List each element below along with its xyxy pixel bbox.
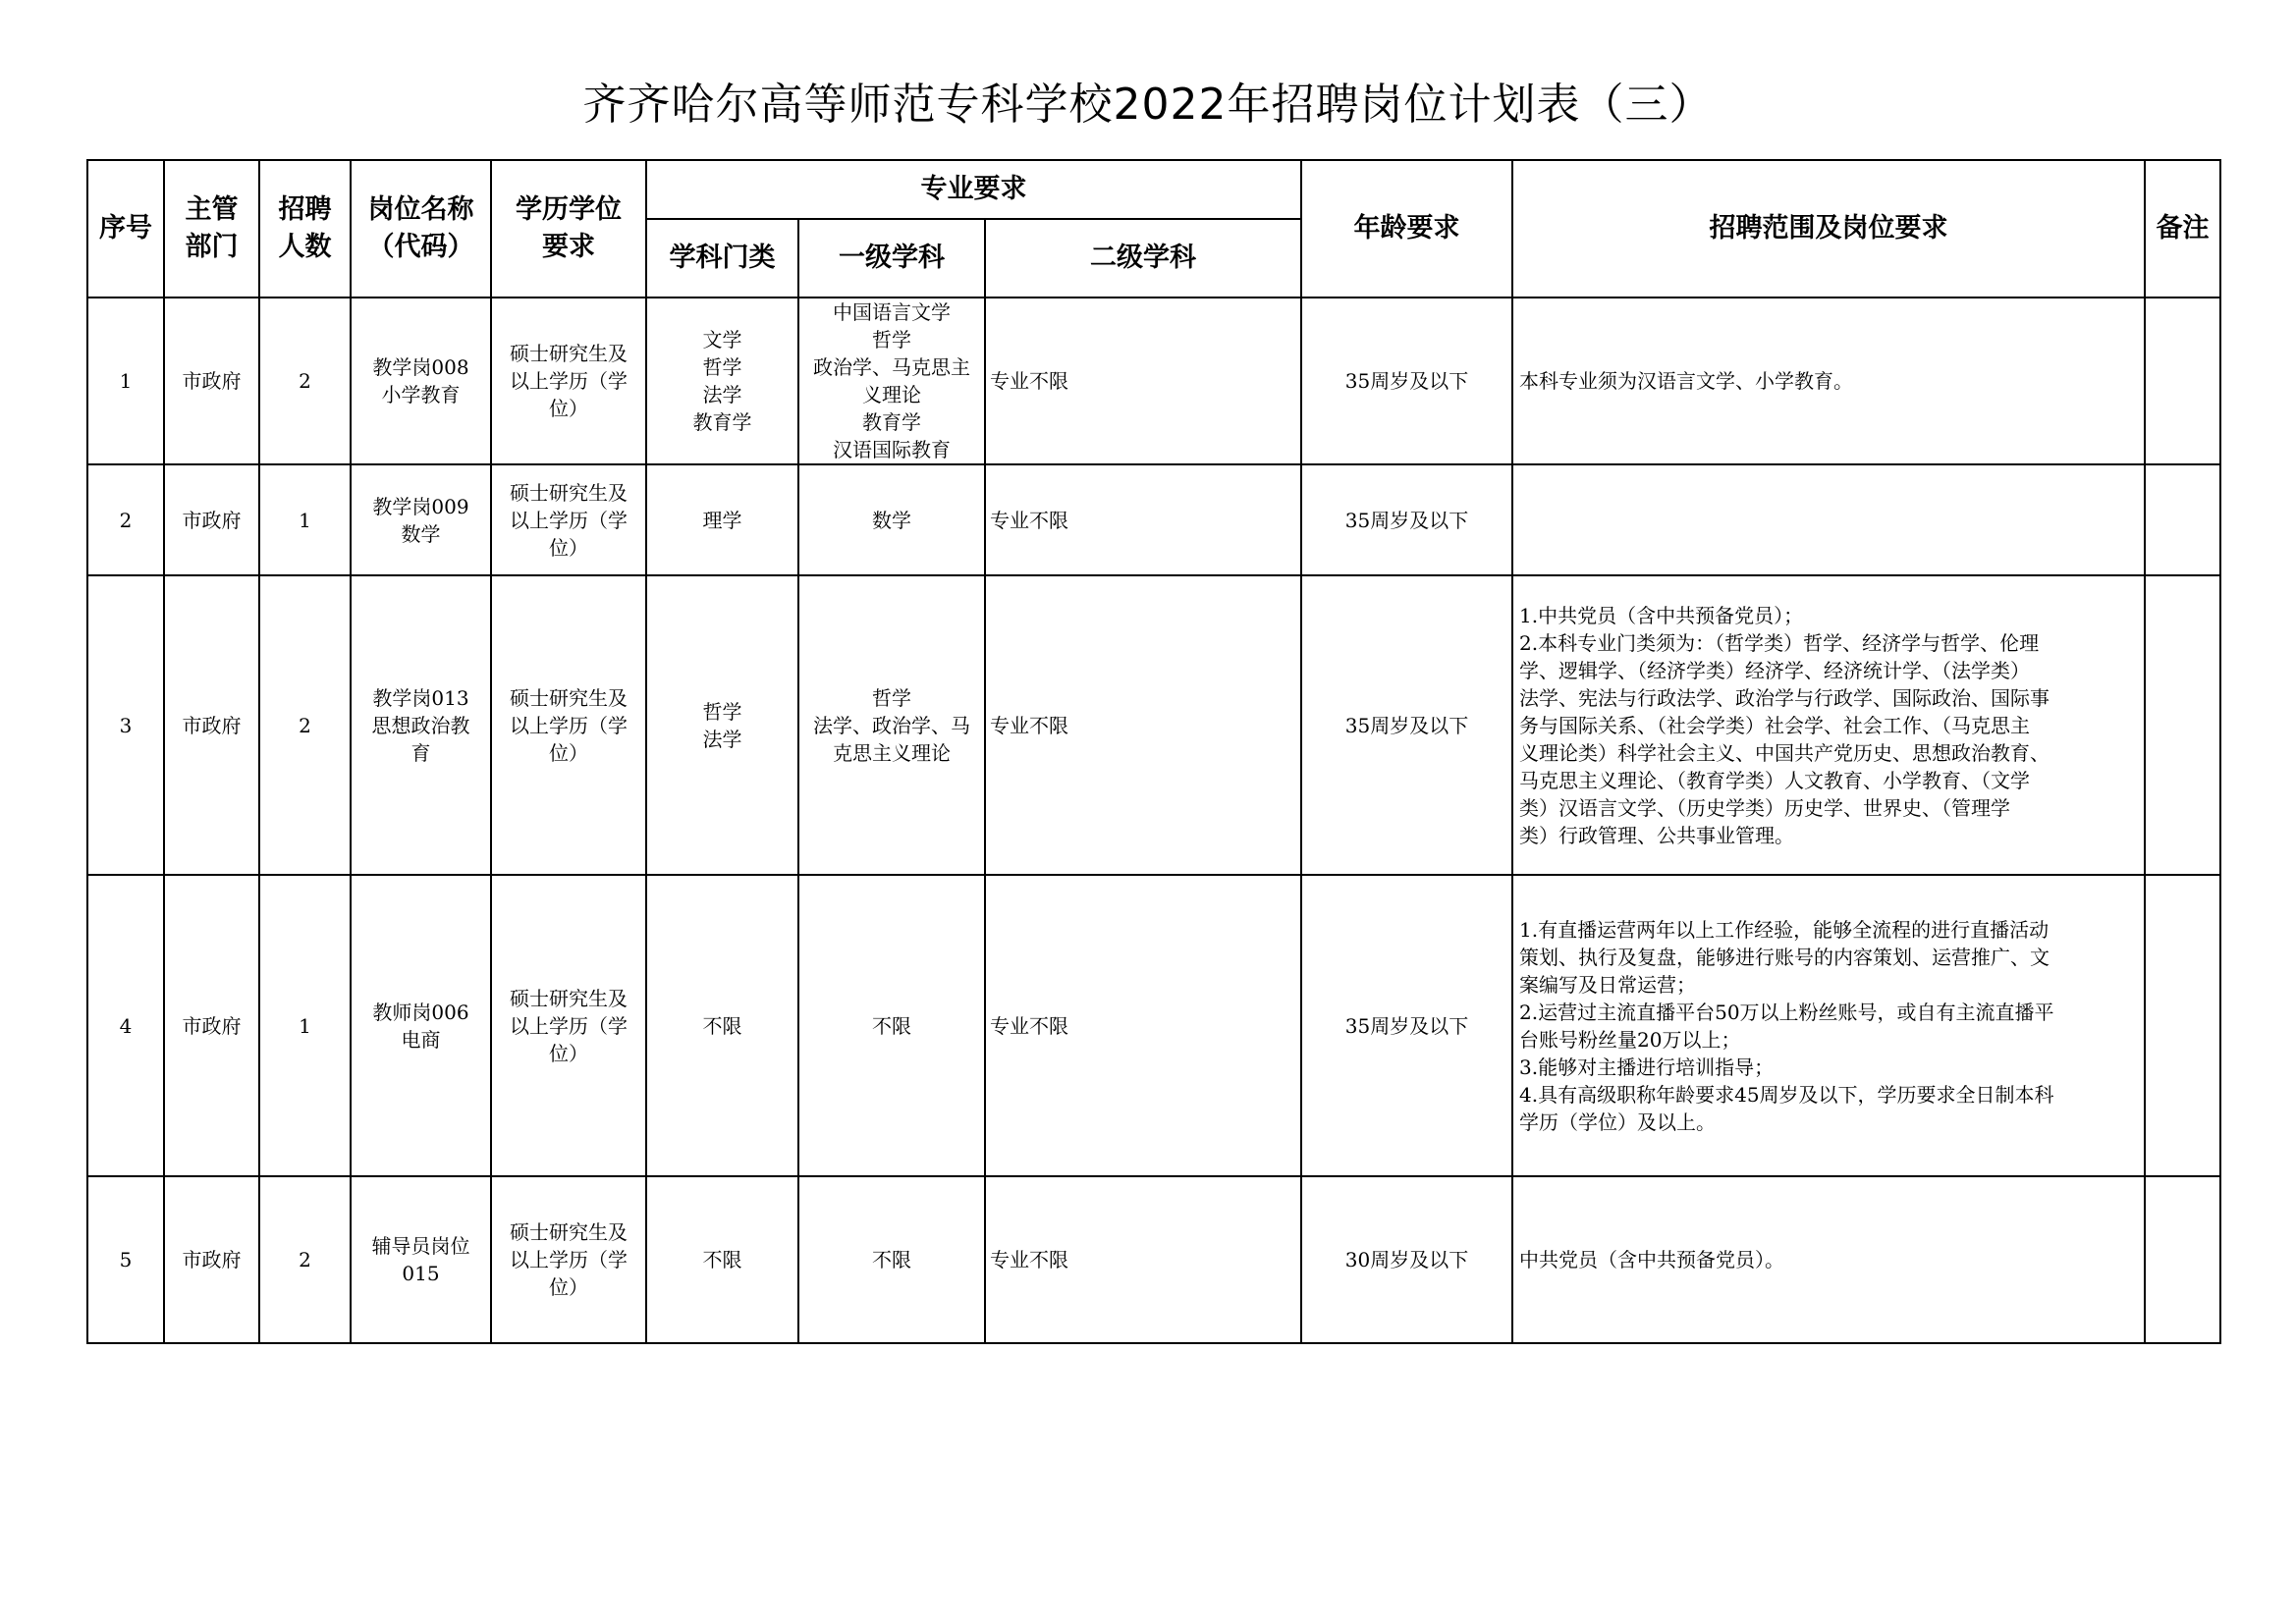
cell-line: 2.运营过主流直播平台50万以上粉丝账号，或自有主流直播平: [1519, 1000, 2054, 1024]
cell-line: 政治学、马克思主: [813, 355, 970, 379]
cell-edu: [491, 1176, 646, 1343]
cell-line: 思想政治教: [371, 713, 470, 737]
cell-note: [2145, 575, 2220, 875]
cell-line: 学历（学位）及以上。: [1519, 1109, 1717, 1134]
cell-line: 理学: [702, 508, 742, 532]
cell-category: [646, 298, 798, 464]
cell-post: [351, 298, 491, 464]
cell-line: 4.具有高级职称年龄要求45周岁及以下，学历要求全日制本科: [1519, 1082, 2054, 1107]
cell-line: 务与国际关系、（社会学类）社会学、社会工作、（马克思主: [1519, 713, 2031, 737]
cell-scope: [1512, 875, 2145, 1176]
header-scope: 招聘范围及岗位要求: [1512, 160, 2145, 298]
cell-second: 专业不限: [985, 464, 1301, 575]
cell-line: 教学岗009: [372, 494, 469, 518]
cell-line: 类）行政管理、公共事业管理。: [1519, 823, 1795, 847]
cell-second: 专业不限: [985, 298, 1301, 464]
cell-scope: [1512, 464, 2145, 575]
cell-post: [351, 575, 491, 875]
cell-line: 电商: [401, 1027, 441, 1052]
cell-first: [798, 298, 985, 464]
cell-age: 35周岁及以下: [1301, 464, 1512, 575]
cell-post: [351, 464, 491, 575]
cell-line: 2.本科专业门类须为：（哲学类）哲学、经济学与哲学、伦理: [1519, 630, 2040, 655]
header-dept-line: 主管: [185, 194, 239, 225]
cell-count: 2: [259, 1176, 351, 1343]
cell-line: 义理论: [862, 383, 921, 406]
cell-line: 位）: [549, 397, 588, 420]
cell-line: 法学、政治学、马: [813, 713, 970, 737]
recruitment-plan-table: [86, 159, 2221, 1344]
cell-dept: 市政府: [164, 298, 259, 464]
cell-edu: [491, 875, 646, 1176]
cell-line: 教师岗006: [372, 1000, 469, 1024]
cell-line: 哲学: [872, 685, 911, 710]
cell-age: 35周岁及以下: [1301, 875, 1512, 1176]
cell-category: [646, 1176, 798, 1343]
cell-category: [646, 464, 798, 575]
cell-line: 哲学: [702, 699, 742, 724]
cell-post: [351, 875, 491, 1176]
cell-line: 硕士研究生及: [510, 342, 628, 365]
header-count-line: 招聘: [278, 194, 332, 225]
header-edu-line: 学历学位: [516, 194, 622, 225]
cell-line: 法学、宪法与行政法学、政治学与行政学、国际政治、国际事: [1519, 685, 2050, 710]
page-title: 齐齐哈尔高等师范专科学校2022年招聘岗位计划表（三）: [582, 80, 1714, 130]
cell-second: 专业不限: [985, 575, 1301, 875]
cell-edu: [491, 464, 646, 575]
cell-line: 马克思主义理论、（教育学类）人文教育、小学教育、（文学: [1519, 768, 2031, 792]
cell-line: 本科专业须为汉语言文学、小学教育。: [1519, 369, 1854, 393]
cell-line: 哲学: [702, 355, 742, 379]
cell-first: [798, 575, 985, 875]
cell-line: 教育学: [692, 410, 752, 434]
cell-age: 35周岁及以下: [1301, 575, 1512, 875]
cell-category: [646, 575, 798, 875]
table-header: [87, 160, 2220, 298]
cell-first: [798, 464, 985, 575]
cell-line: 硕士研究生及: [510, 986, 628, 1010]
cell-dept: 市政府: [164, 464, 259, 575]
cell-line: 以上学历（学: [510, 369, 628, 393]
cell-count: 2: [259, 575, 351, 875]
cell-line: 1.有直播运营两年以上工作经验，能够全流程的进行直播活动: [1519, 917, 2050, 942]
header-post: [351, 160, 491, 298]
cell-note: [2145, 875, 2220, 1176]
cell-second: 专业不限: [985, 1176, 1301, 1343]
cell-line: 哲学: [872, 328, 911, 352]
header-major: 专业要求: [646, 160, 1301, 219]
cell-seq: 4: [87, 875, 164, 1176]
cell-line: 辅导员岗位: [371, 1234, 470, 1258]
table-row: [87, 464, 2220, 575]
cell-seq: 3: [87, 575, 164, 875]
cell-line: 中共党员（含中共预备党员）。: [1519, 1248, 1785, 1271]
cell-line: 法学: [702, 383, 742, 406]
cell-line: 以上学历（学: [510, 1248, 628, 1271]
cell-line: 位）: [549, 740, 588, 765]
header-second: 二级学科: [985, 219, 1301, 298]
cell-first: [798, 875, 985, 1176]
header-count: [259, 160, 351, 298]
cell-line: 类）汉语言文学、（历史学类）历史学、世界史、（管理学: [1519, 795, 2011, 820]
header-edu: [491, 160, 646, 298]
cell-line: 教学岗013: [372, 685, 469, 710]
cell-line: 以上学历（学: [510, 508, 628, 532]
header-seq: [87, 160, 164, 298]
cell-second: 专业不限: [985, 875, 1301, 1176]
header-category: 学科门类: [646, 219, 798, 298]
cell-line: 不限: [702, 1013, 742, 1038]
cell-line: 教育学: [862, 410, 921, 434]
table-row: [87, 1176, 2220, 1343]
cell-dept: 市政府: [164, 875, 259, 1176]
cell-first: [798, 1176, 985, 1343]
header-post-line: （代码）: [367, 232, 474, 262]
cell-line: 克思主义理论: [833, 740, 951, 765]
cell-line: 硕士研究生及: [510, 685, 628, 710]
cell-line: 位）: [549, 1041, 588, 1065]
cell-seq: 1: [87, 298, 164, 464]
cell-count: 1: [259, 875, 351, 1176]
cell-line: 汉语国际教育: [833, 438, 951, 461]
cell-line: 位）: [549, 1275, 588, 1299]
cell-note: [2145, 1176, 2220, 1343]
cell-count: 1: [259, 464, 351, 575]
cell-line: 硕士研究生及: [510, 1220, 628, 1244]
cell-line: 义理论类）科学社会主义、中国共产党历史、思想政治教育、: [1519, 740, 2050, 765]
header-note: 备注: [2145, 160, 2220, 298]
cell-line: 中国语言文学: [833, 300, 951, 324]
cell-line: 硕士研究生及: [510, 480, 628, 505]
cell-line: 以上学历（学: [510, 1013, 628, 1038]
cell-edu: [491, 575, 646, 875]
cell-line: 数学: [872, 508, 911, 532]
cell-line: 不限: [702, 1248, 742, 1271]
cell-line: 不限: [872, 1248, 911, 1271]
cell-scope: [1512, 298, 2145, 464]
cell-line: 学、逻辑学、（经济学类）经济学、经济统计学、（法学类）: [1519, 658, 2031, 682]
cell-line: 文学: [702, 328, 742, 352]
cell-line: 策划、执行及复盘，能够进行账号的内容策划、运营推广、文: [1519, 945, 2050, 969]
cell-line: 教学岗008: [372, 355, 469, 379]
cell-age: 35周岁及以下: [1301, 298, 1512, 464]
cell-seq: 5: [87, 1176, 164, 1343]
cell-category: [646, 875, 798, 1176]
cell-line: 数学: [401, 521, 441, 546]
cell-line: 015: [402, 1262, 440, 1285]
table-row: [87, 298, 2220, 464]
cell-line: 位）: [549, 535, 588, 560]
cell-scope: [1512, 1176, 2145, 1343]
cell-line: 不限: [872, 1013, 911, 1038]
cell-seq: 2: [87, 464, 164, 575]
cell-line: 台账号粉丝量20万以上；: [1519, 1027, 1741, 1052]
cell-line: 以上学历（学: [510, 713, 628, 737]
cell-scope: [1512, 575, 2145, 875]
table-body: [87, 298, 2220, 1343]
header-seq-line: 序号: [99, 213, 152, 243]
header-age: 年龄要求: [1301, 160, 1512, 298]
header-dept-line: 部门: [185, 232, 239, 262]
cell-edu: [491, 298, 646, 464]
header-post-line: 岗位名称: [367, 194, 474, 225]
cell-post: [351, 1176, 491, 1343]
cell-line: 法学: [702, 727, 742, 751]
cell-count: 2: [259, 298, 351, 464]
cell-note: [2145, 298, 2220, 464]
cell-dept: 市政府: [164, 1176, 259, 1343]
cell-line: 小学教育: [381, 383, 461, 406]
cell-note: [2145, 464, 2220, 575]
header-first: 一级学科: [798, 219, 985, 298]
table-row: [87, 875, 2220, 1176]
cell-dept: 市政府: [164, 575, 259, 875]
header-dept: [164, 160, 259, 298]
header-count-line: 人数: [278, 232, 332, 262]
cell-line: 3.能够对主播进行培训指导；: [1519, 1055, 1775, 1079]
cell-age: 30周岁及以下: [1301, 1176, 1512, 1343]
header-edu-line: 要求: [542, 232, 595, 262]
cell-line: 案编写及日常运营；: [1519, 972, 1697, 997]
cell-line: 育: [410, 740, 431, 765]
cell-line: 1.中共党员（含中共预备党员）；: [1519, 603, 1804, 627]
table-row: [87, 575, 2220, 875]
